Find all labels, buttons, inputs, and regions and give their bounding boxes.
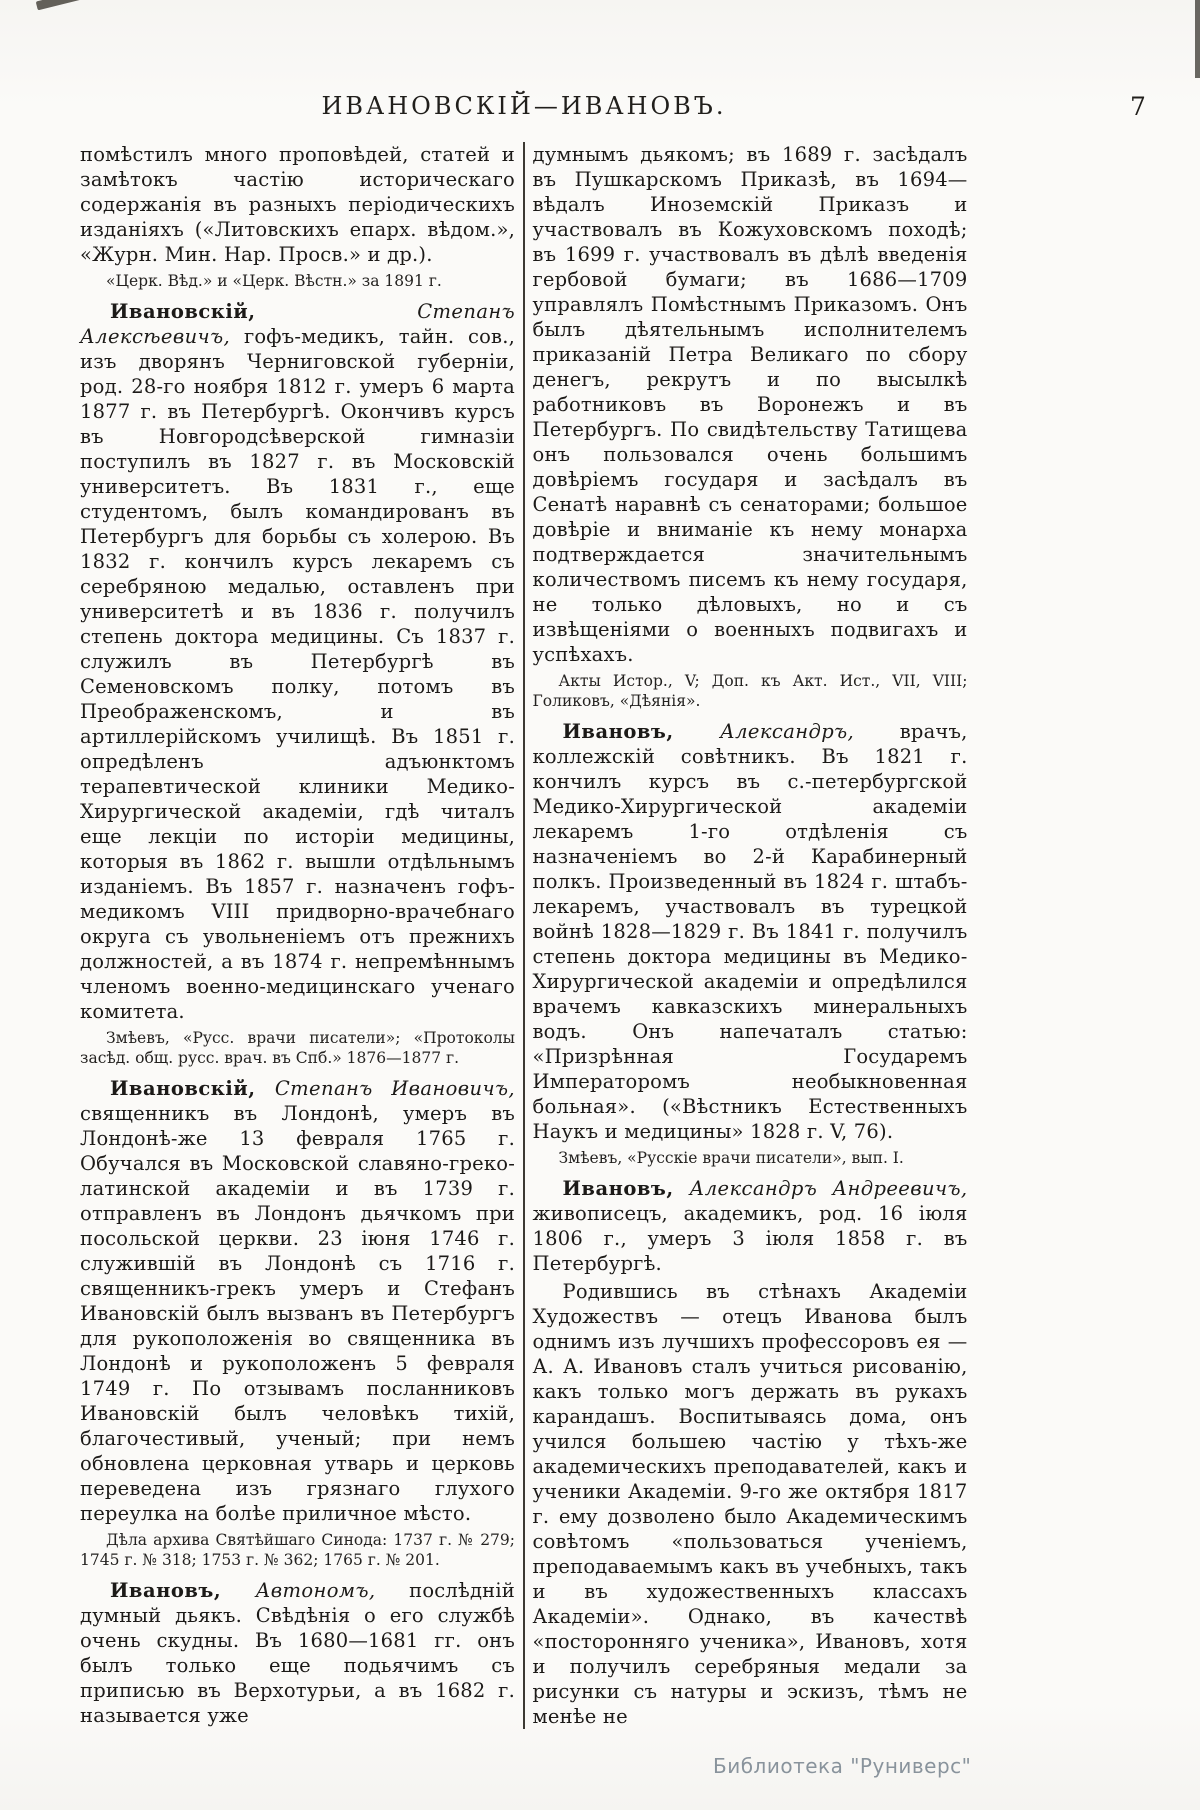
left-column <box>80 142 515 1729</box>
entry-paragraph <box>533 142 968 667</box>
entry-paragraph <box>533 719 968 1144</box>
entry-headword: Ивановскій, <box>110 300 418 323</box>
entry-text: Дѣла архива Святѣйшаго Синода: 1737 г. № 279; 1745 г. № 318; 1753 г. № 362; 1765 г. № 201. <box>80 1531 515 1569</box>
entry-person-name: Александръ Андреевичъ, <box>689 1177 968 1200</box>
entry-paragraph <box>80 299 515 1024</box>
column-divider <box>523 142 525 1729</box>
scan-edge-artifact <box>1195 0 1200 78</box>
entry-person-name: Александръ, <box>719 720 900 743</box>
entry-text: священникъ въ Лондонѣ, умеръ въ Лондонѣ-же 13 февраля 1765 г. Обучался въ Московской славяно-греко-латинской академіи и въ 1739 г. отправленъ въ Лондонъ дьячкомъ при посольской церкви. 23 іюня 1746 г. служившій въ Лондонѣ съ 1716 г. священникъ-грекъ умеръ и Стефанъ Ивановскій былъ вызванъ въ Петербургъ для рукоположенія во священника въ Лондонѣ и рукоположенъ 5 февраля 1749 г. По отзывамъ посланниковъ Ивановскій былъ человѣкъ тихій, благочестивый, ученый; при немъ обновлена церковная утварь и церковь переведена изъ грязнаго глухого переулка на болѣе приличное мѣсто. <box>80 1102 515 1525</box>
entry-text: Родившись въ стѣнахъ Академіи Художествъ — отецъ Иванова былъ однимъ изъ лучшихъ профессоровъ ея — А. А. Ивановъ сталъ учиться рисованію, какъ только могъ держать въ рукахъ карандашъ. Воспитываясь дома, онъ учился большею частію у тѣхъ-же академическихъ преподавателей, какъ и ученики Академіи. 9-го же октября 1817 г. ему дозволено было Академическимъ совѣтомъ «пользоваться ученіемъ, преподаваемымъ какъ въ учебныхъ, такъ и въ художественныхъ классахъ Академіи». Однако, въ качествѣ «посторонняго ученика», Ивановъ, хотя и получилъ серебряныя медали за рисунки съ натуры и эскизъ, тѣмъ не менѣе не <box>532 1280 968 1728</box>
source-citation <box>80 1028 515 1068</box>
entry-text: гофъ-медикъ, тайн. сов., изъ дворянъ Черниговской губерніи, род. 28-го ноября 1812 г. умеръ 6 марта 1877 г. въ Петербургѣ. Окончивъ курсъ въ Новгородсѣверской гимназіи поступилъ въ 1827 г. въ Московскій университетъ. Въ 1831 г., еще студентомъ, былъ командированъ въ Петербургъ для борьбы съ холерою. Въ 1832 г. кончилъ курсъ лекаремъ съ серебряною медалью, оставленъ при университетѣ и въ 1836 г. получилъ степень доктора медицины. Съ 1837 г. служилъ въ Петербургѣ въ Семеновскомъ полку, потомъ въ Преображенскомъ, и въ артиллерійскомъ училищѣ. Въ 1851 г. опредѣленъ адъюнктомъ терапевтической клиники Медико-Хирургической академіи, гдѣ читалъ еще лекціи по исторіи медицины, которыя въ 1862 г. вышли отдѣльнымъ изданіемъ. Въ 1857 г. назначенъ гофъ-медикомъ VIII придворно-врачебнаго округа съ увольненіемъ отъ прежнихъ должностей, а въ 1874 г. непремѣннымъ членомъ военно-медицинскаго ученаго комитета. <box>80 325 516 1023</box>
entry-paragraph <box>80 142 515 267</box>
entry-text: врачъ, коллежскій совѣтникъ. Въ 1821 г. кончилъ курсъ въ с.-петербургской Медико-Хирургической академіи лекаремъ 1-го отдѣленія съ назначеніемъ во 2-й Карабинерный полкъ. Произведенный въ 1824 г. штабъ-лекаремъ, участвовалъ въ турецкой войнѣ 1828—1829 г. Въ 1841 г. получилъ степень доктора медицины въ Медико-Хирургической академіи и опредѣлился врачемъ кавказскихъ минеральныхъ водъ. Онъ напечаталъ статью: «Призрѣнная Государемъ Императоромъ необыкновенная больная». («Вѣстникъ Естественныхъ Наукъ и медицины» 1828 г. V, 76). <box>532 720 968 1143</box>
entry-text: живописецъ, академикъ, род. 16 іюля 1806 г., умеръ 3 іюля 1858 г. въ Петербургѣ. <box>532 1202 968 1275</box>
scan-edge-artifact <box>36 0 91 10</box>
text-block <box>80 142 968 1729</box>
entry-person-name: Автономъ, <box>255 1579 410 1602</box>
entry-paragraph <box>533 1279 968 1729</box>
entry-text: Акты Истор., V; Доп. къ Акт. Ист., VII, VIII; Голиковъ, «Дѣянія». <box>532 672 968 710</box>
source-citation <box>533 671 968 711</box>
source-citation <box>533 1148 968 1168</box>
entry-headword: Ивановъ, <box>110 1579 256 1602</box>
source-citation <box>80 271 515 291</box>
entry-paragraph <box>80 1578 515 1728</box>
entry-text: думнымъ дьякомъ; въ 1689 г. засѣдалъ въ Пушкарскомъ Приказѣ, въ 1694—вѣдалъ Иноземскій Приказъ и участвовалъ въ Кожуховскомъ походѣ; въ 1699 г. участвовалъ въ дѣлѣ введенія гербовой бумаги; въ 1686—1709 управлялъ Помѣстнымъ Приказомъ. Онъ былъ дѣятельнымъ исполнителемъ приказаній Петра Великаго по сбору денегъ, рекрутъ и по высылкѣ работниковъ въ Воронежъ и въ Петербургъ. По свидѣтельству Татищева онъ пользовался очень большимъ довѣріемъ государя и засѣдалъ въ Сенатѣ наравнѣ съ сенаторами; большое довѣріе и вниманіе къ нему монарха подтверждается значительнымъ количествомъ писемъ къ нему государя, не только дѣловыхъ, но и съ извѣщеніями о военныхъ подвигахъ и успѣхахъ. <box>532 143 968 666</box>
page-number: 7 <box>1130 92 1146 121</box>
entry-text: Змѣевъ, «Русскіе врачи писатели», вып. I. <box>558 1149 904 1167</box>
watermark-runivers: Библиотека "Руниверс" <box>713 1754 972 1778</box>
entry-text: «Церк. Вѣд.» и «Церк. Вѣстн.» за 1891 г. <box>106 272 442 290</box>
entry-text: помѣстилъ много проповѣдей, статей и замѣтокъ частію историческаго содержанія въ разныхъ періодическихъ изданіяхъ («Литовскихъ епарх. вѣдом.», «Журн. Мин. Нар. Просв.» и др.). <box>80 143 515 266</box>
entry-person-name: Степанъ Ивановичъ, <box>274 1077 515 1100</box>
entry-person-name: Степанъ Алексѣевичъ, <box>80 300 515 348</box>
entry-text: Змѣевъ, «Русс. врачи писатели»; «Протоколы засѣд. общ. русс. врач. въ Спб.» 1876—1877 г. <box>80 1029 515 1067</box>
entry-text: послѣдній думный дьякъ. Свѣдѣнія о его службѣ очень скудны. Въ 1680—1681 гг. онъ былъ только еще подьячимъ съ приписью въ Верхотурьи, а въ 1682 г. называется уже <box>80 1579 515 1727</box>
entry-paragraph <box>80 1076 515 1526</box>
entry-headword: Ивановъ, <box>562 1177 690 1200</box>
entry-headword: Ивановскій, <box>110 1077 275 1100</box>
right-column <box>533 142 968 1729</box>
entry-paragraph <box>533 1176 968 1276</box>
source-citation <box>80 1530 515 1570</box>
entry-headword: Ивановъ, <box>562 720 720 743</box>
running-head: ИВАНОВСКІЙ—ИВАНОВЪ. <box>321 92 727 120</box>
